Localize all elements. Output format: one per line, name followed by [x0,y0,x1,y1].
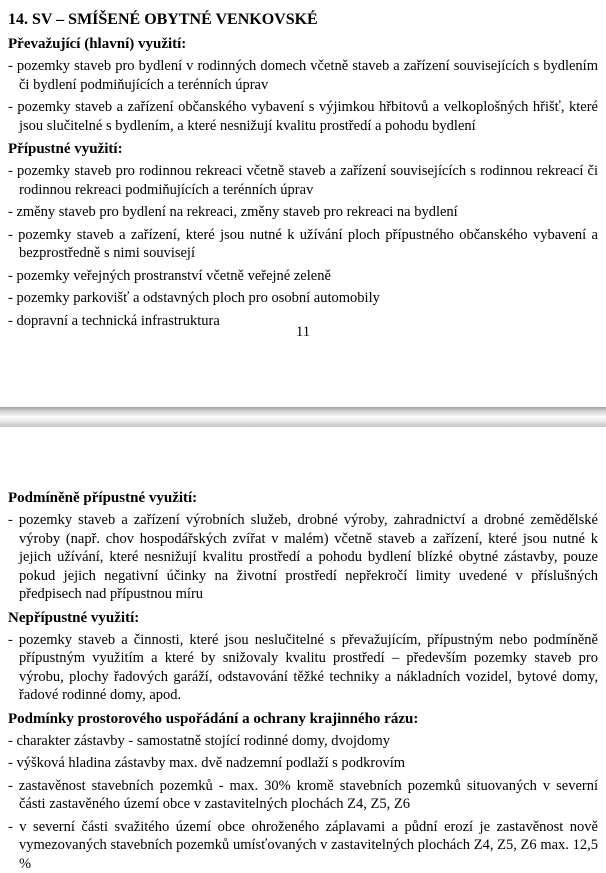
section-title-podminene: Podmíněně přípustné využití: [8,488,598,508]
list-item: - pozemky staveb a zařízení, které jsou nutné k užívání ploch přípustného občanského vybavení a bezprostředně s nimi souvisejí [8,226,598,263]
list-item: - pozemky staveb a činnosti, které jsou neslučitelné s převažujícím, přípustným nebo podmíněně přípustným využitím a které by snižovaly kvalitu prostředí – především pozemky staveb pro výrobu, plochy řadových garáží, odstavování těžké techniky a nákladních vozidel, bytové domy, řadové rodinné domy, apod. [8,631,598,705]
section-title-nepripustne: Nepřípustné využití: [8,608,598,628]
section-title-pripustne: Přípustné využití: [8,139,598,159]
list-item: - pozemky veřejných prostranství včetně veřejné zeleně [8,267,598,286]
section-title-prevazujici: Převažující (hlavní) využití: [8,34,598,54]
list-item: - pozemky parkovišť a odstavných ploch pro osobní automobily [8,289,598,308]
list-item: - pozemky staveb pro rodinnou rekreaci včetně staveb a zařízení souvisejících s rodinnou rekreací či rodinnou rekreaci podmiňujících a terénních úprav [8,162,598,199]
list-item: - zastavěnost stavebních pozemků - max. 30% kromě stavebních pozemků situovaných v severní části zastavěného území obce v zastavitelných plochách Z4, Z5, Z6 [8,777,598,814]
list-item: - pozemky staveb a zařízení výrobních služeb, drobné výroby, zahradnictví a drobné zemědělské výroby (např. chov hospodářských zvířat v malém) včetně staveb a zařízení, které jsou nutné k jejich užívání, které nesnižují kvalitu prostředí a pohodu bydlení blízké obytné zástavby, pouze pokud jejich negativní účinky na životní prostředí nepřekročí limity uvedené v příslušných předpisech nad přípustnou míru [8,511,598,604]
page-1 [0,0,606,407]
list-item: - dopravní a technická infrastruktura [8,312,598,331]
page-2 [0,427,606,839]
list-item: - v severní části svažitého území obce ohroženého záplavami a půdní erozí je zastavěnost nově vymezovaných stavebních pozemků umísťovaných v zastavitelných plochách Z4, Z5, Z6 max. 12,5 % [8,818,598,873]
list-item: - výšková hladina zástavby max. dvě nadzemní podlaží s podkrovím [8,754,598,773]
page-separator [0,407,606,427]
list-item: - pozemky staveb pro bydlení v rodinných domech včetně staveb a zařízení souvisejících s bydlením či bydlení podmiňujících a terénních úprav [8,57,598,94]
list-item: - změny staveb pro bydlení na rekreaci, změny staveb pro rekreaci na bydlení [8,203,598,222]
page-number: 11 [0,324,606,341]
list-item: - charakter zástavby - samostatně stojící rodinné domy, dvojdomy [8,732,598,751]
doc-heading: 14. SV – SMÍŠENÉ OBYTNÉ VENKOVSKÉ [8,9,598,30]
section-title-podminky-prostoroveho: Podmínky prostorového uspořádání a ochrany krajinného rázu: [8,709,598,729]
list-item: - pozemky staveb a zařízení občanského vybavení s výjimkou hřbitovů a velkoplošných hřišť, které jsou slučitelné s bydlením, a které nesnižují kvalitu prostředí a pohodu bydlení [8,98,598,135]
